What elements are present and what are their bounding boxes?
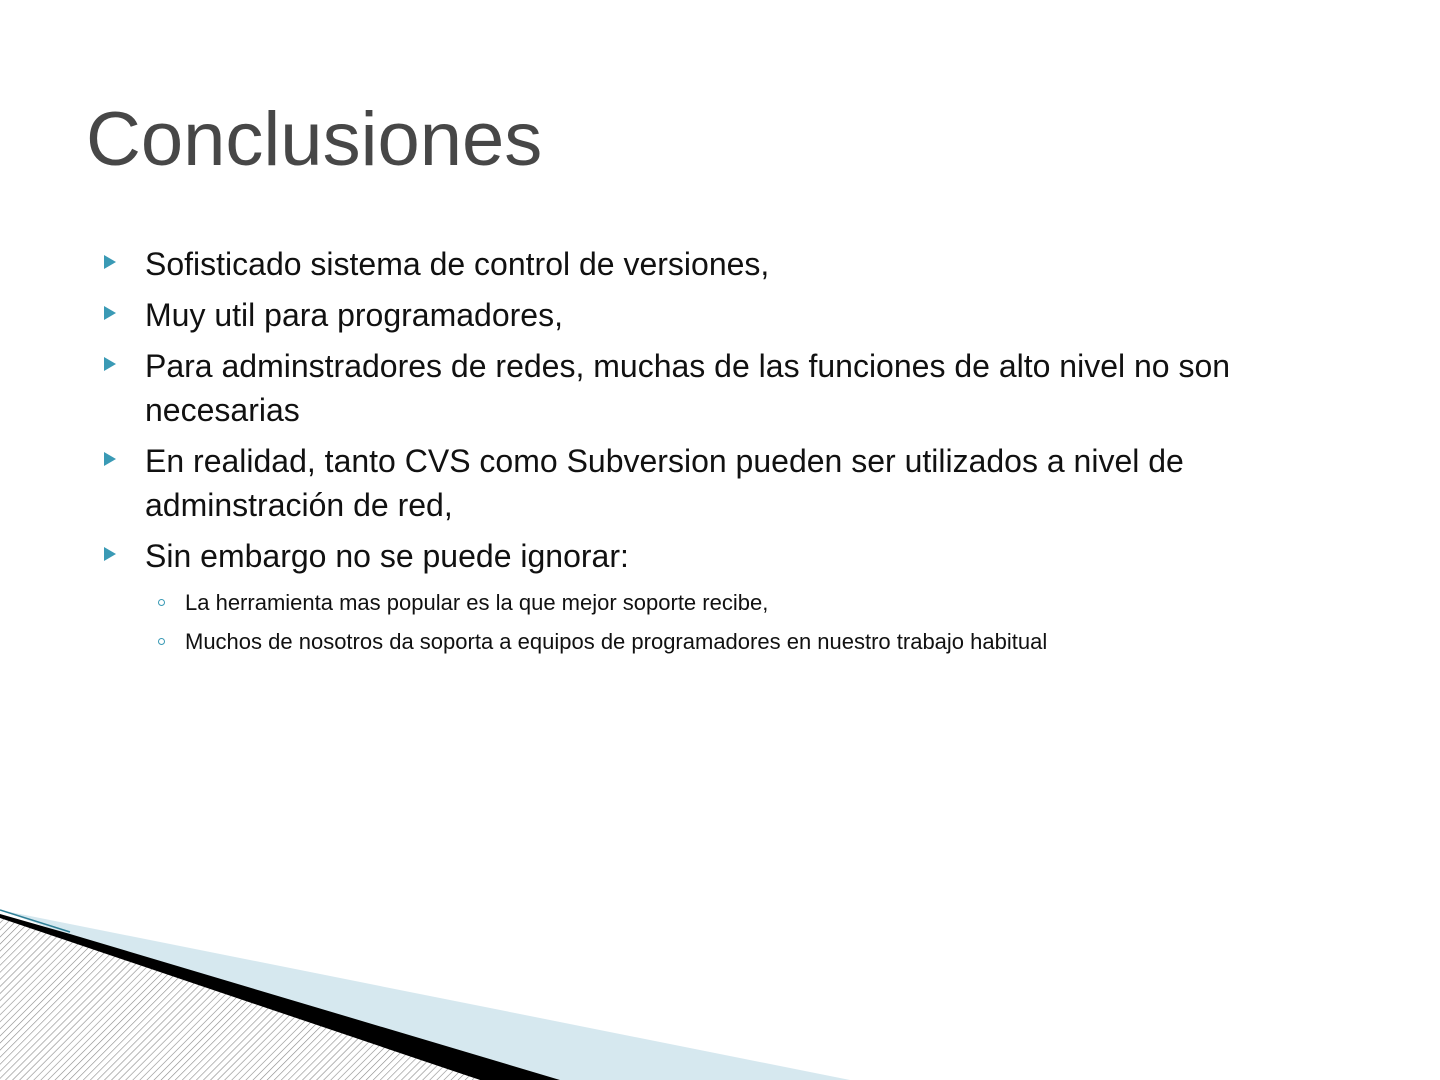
bullet-list (145, 242, 1315, 666)
triangle-bullet-icon (104, 357, 116, 371)
bullet-item (145, 293, 1315, 337)
bullet-text: Muy util para programadores, (145, 297, 563, 333)
triangle-bullet-icon (104, 452, 116, 466)
bullet-item (145, 344, 1315, 432)
sub-bullet-list (145, 588, 1315, 657)
triangle-bullet-icon (104, 306, 116, 320)
bullet-item (145, 242, 1315, 286)
sub-bullet-item (185, 588, 1315, 618)
bullet-text: En realidad, tanto CVS como Subversion pueden ser utilizados a nivel de adminstración de red, (145, 443, 1184, 523)
bullet-text: Para adminstradores de redes, muchas de las funciones de alto nivel no son necesarias (145, 348, 1231, 428)
bullet-text: Sofisticado sistema de control de versiones, (145, 246, 770, 282)
bullet-text: Sin embargo no se puede ignorar: (145, 538, 629, 574)
circle-bullet-icon (158, 599, 165, 606)
slide-title: Conclusiones (86, 97, 543, 182)
sub-bullet-text: La herramienta mas popular es la que mejor soporte recibe, (185, 590, 769, 615)
bullet-item (145, 534, 1315, 657)
decorative-wedge (0, 880, 1440, 1080)
triangle-bullet-icon (104, 547, 116, 561)
bullet-item (145, 439, 1315, 527)
circle-bullet-icon (158, 638, 165, 645)
sub-bullet-text: Muchos de nosotros da soporta a equipos de programadores en nuestro trabajo habitual (185, 629, 1048, 654)
triangle-bullet-icon (104, 255, 116, 269)
sub-bullet-item (185, 627, 1315, 657)
